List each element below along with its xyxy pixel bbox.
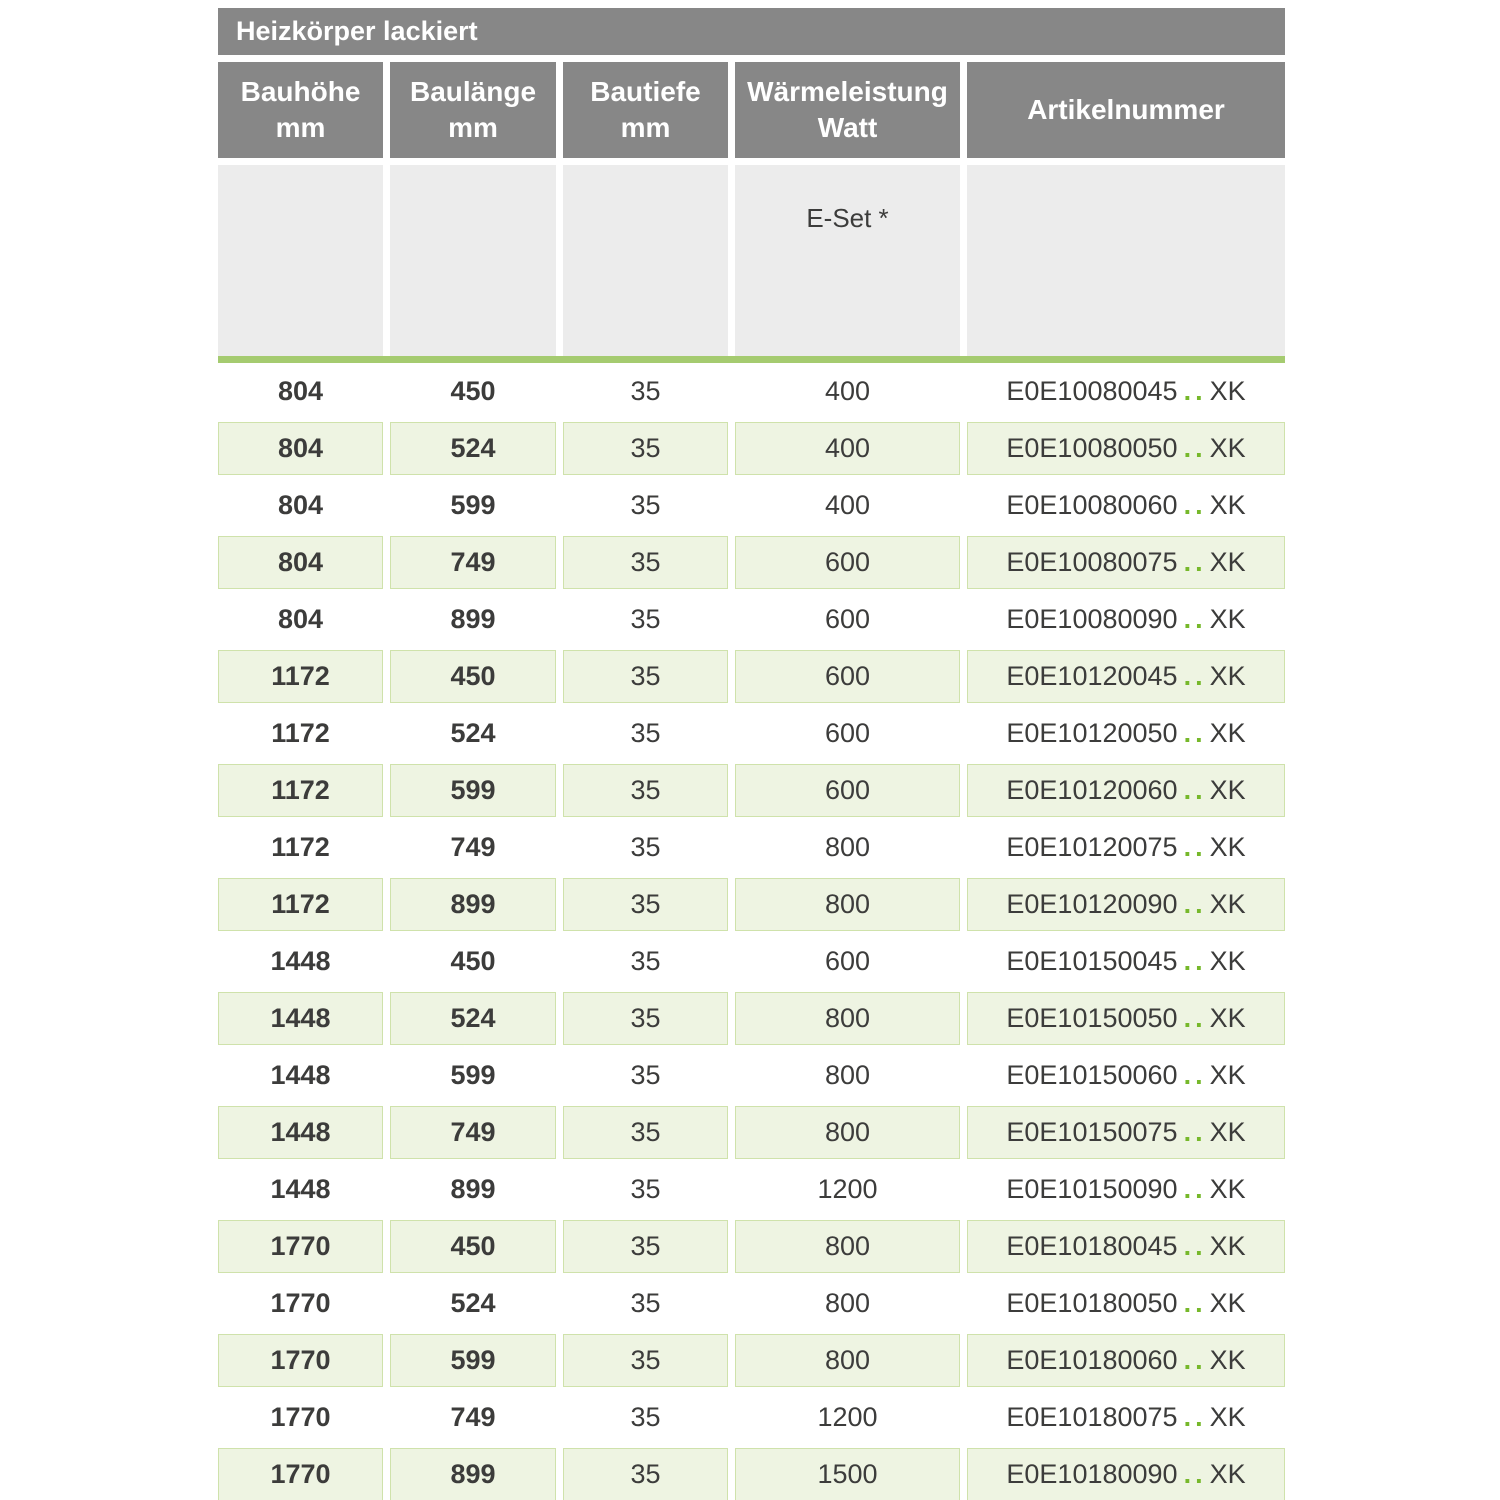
table-row — [218, 1218, 1285, 1275]
artikelnummer-prefix: E0E10120060 — [1006, 775, 1178, 805]
cell-waermeleistung: 800 — [735, 878, 960, 931]
cell-baulaenge: 899 — [390, 1448, 556, 1500]
cell-artikelnummer — [967, 992, 1285, 1045]
cell-bauhoehe: 804 — [218, 422, 383, 475]
cell-waermeleistung: 400 — [735, 422, 960, 475]
cell-artikelnummer — [967, 536, 1285, 589]
artikelnummer-dots: .. — [1183, 433, 1207, 463]
column-header-label: Bauhöhe — [240, 75, 361, 107]
cell-baulaenge: 749 — [450, 1402, 496, 1432]
subheader-cell-bautiefe — [563, 165, 728, 356]
artikelnummer-prefix: E0E10120045 — [1006, 661, 1178, 691]
artikelnummer-dots: .. — [1183, 604, 1207, 634]
subheader-cell-baulaenge — [390, 165, 556, 356]
artikelnummer-dots: .. — [1183, 1231, 1207, 1261]
table-row — [218, 1104, 1285, 1161]
artikelnummer-suffix: XK — [1209, 775, 1246, 805]
cell-waermeleistung: 1200 — [817, 1174, 878, 1204]
artikelnummer-prefix: E0E10150075 — [1006, 1117, 1178, 1147]
table-row — [218, 1332, 1285, 1389]
cell-artikelnummer — [967, 821, 1285, 874]
column-header-unit: mm — [448, 112, 498, 143]
cell-bautiefe: 35 — [563, 878, 728, 931]
column-header-artikelnummer — [967, 62, 1285, 158]
artikelnummer-prefix: E0E10120050 — [1006, 718, 1178, 748]
cell-artikelnummer — [967, 1106, 1285, 1159]
artikelnummer-dots: .. — [1183, 547, 1207, 577]
cell-bauhoehe: 804 — [277, 490, 324, 520]
table-row — [218, 819, 1285, 876]
eset-label: E-Set * — [806, 203, 889, 233]
cell-waermeleistung: 800 — [735, 1106, 960, 1159]
table-row — [218, 705, 1285, 762]
table-row — [218, 363, 1285, 420]
artikelnummer-suffix: XK — [1209, 604, 1246, 634]
artikelnummer-suffix: XK — [1209, 547, 1246, 577]
product-table — [218, 8, 1285, 1500]
cell-bauhoehe: 1770 — [270, 1288, 331, 1318]
cell-bautiefe: 35 — [563, 422, 728, 475]
cell-bautiefe: 35 — [563, 1448, 728, 1500]
artikelnummer-prefix: E0E10150050 — [1006, 1003, 1178, 1033]
artikelnummer-prefix: E0E10120090 — [1006, 889, 1178, 919]
column-header-unit: Watt — [817, 112, 878, 143]
cell-artikelnummer — [967, 707, 1285, 760]
cell-waermeleistung: 600 — [735, 536, 960, 589]
artikelnummer-suffix: XK — [1209, 490, 1246, 520]
cell-waermeleistung: 800 — [735, 1334, 960, 1387]
artikelnummer-dots: .. — [1183, 490, 1207, 520]
column-header-waermeleistung — [735, 62, 960, 158]
table-row — [218, 1161, 1285, 1218]
table-row — [218, 990, 1285, 1047]
cell-baulaenge: 899 — [390, 878, 556, 931]
artikelnummer-suffix: XK — [1209, 1003, 1246, 1033]
artikelnummer-dots: .. — [1183, 946, 1207, 976]
cell-artikelnummer — [967, 1277, 1285, 1330]
cell-bautiefe: 35 — [563, 650, 728, 703]
cell-bautiefe: 35 — [563, 1106, 728, 1159]
artikelnummer-dots: .. — [1183, 1345, 1207, 1375]
cell-waermeleistung: 800 — [735, 992, 960, 1045]
cell-baulaenge: 450 — [450, 376, 496, 406]
cell-bauhoehe: 1770 — [218, 1334, 383, 1387]
cell-bauhoehe: 1172 — [218, 878, 383, 931]
table-row — [218, 477, 1285, 534]
cell-artikelnummer — [967, 1220, 1285, 1273]
cell-bauhoehe: 1448 — [270, 1060, 331, 1090]
table-title-bar — [218, 8, 1285, 55]
artikelnummer-dots: .. — [1183, 1117, 1207, 1147]
cell-baulaenge: 599 — [450, 1060, 496, 1090]
cell-waermeleistung: 800 — [824, 1288, 871, 1318]
artikelnummer-suffix: XK — [1209, 946, 1246, 976]
artikelnummer-suffix: XK — [1209, 832, 1246, 862]
cell-bautiefe: 35 — [563, 992, 728, 1045]
column-header-baulaenge — [390, 62, 556, 158]
cell-bautiefe: 35 — [630, 1060, 661, 1090]
cell-baulaenge: 599 — [450, 490, 496, 520]
column-header-label: Baulänge — [409, 75, 537, 107]
table-row — [218, 648, 1285, 705]
cell-waermeleistung: 600 — [824, 718, 871, 748]
cell-waermeleistung: 600 — [824, 946, 871, 976]
table-row — [218, 1275, 1285, 1332]
subheader-cell-artikelnummer — [967, 165, 1285, 356]
cell-bautiefe: 35 — [563, 1220, 728, 1273]
cell-baulaenge: 599 — [390, 1334, 556, 1387]
artikelnummer-prefix: E0E10180045 — [1006, 1231, 1178, 1261]
artikelnummer-dots: .. — [1183, 1402, 1207, 1432]
artikelnummer-suffix: XK — [1209, 718, 1246, 748]
cell-bauhoehe: 1448 — [270, 1174, 331, 1204]
subheader-cell-bauhoehe — [218, 165, 383, 356]
artikelnummer-suffix: XK — [1209, 1060, 1246, 1090]
cell-artikelnummer — [967, 1049, 1285, 1102]
cell-waermeleistung: 1500 — [735, 1448, 960, 1500]
cell-bautiefe: 35 — [630, 604, 661, 634]
artikelnummer-prefix: E0E10180050 — [1006, 1288, 1178, 1318]
cell-artikelnummer — [967, 593, 1285, 646]
cell-bautiefe: 35 — [630, 946, 661, 976]
artikelnummer-prefix: E0E10180075 — [1006, 1402, 1178, 1432]
cell-bautiefe: 35 — [630, 718, 661, 748]
cell-waermeleistung: 800 — [824, 1060, 871, 1090]
cell-artikelnummer — [967, 365, 1285, 418]
table-row — [218, 762, 1285, 819]
cell-bauhoehe: 1770 — [218, 1448, 383, 1500]
artikelnummer-prefix: E0E10080050 — [1006, 433, 1178, 463]
cell-bautiefe: 35 — [563, 1334, 728, 1387]
cell-artikelnummer — [967, 764, 1285, 817]
cell-waermeleistung: 400 — [824, 490, 871, 520]
artikelnummer-suffix: XK — [1209, 1231, 1246, 1261]
cell-artikelnummer — [967, 1163, 1285, 1216]
cell-bautiefe: 35 — [630, 832, 661, 862]
cell-waermeleistung: 800 — [824, 832, 871, 862]
cell-artikelnummer — [967, 878, 1285, 931]
cell-artikelnummer — [967, 1391, 1285, 1444]
artikelnummer-dots: .. — [1183, 1174, 1207, 1204]
cell-waermeleistung: 600 — [735, 764, 960, 817]
artikelnummer-dots: .. — [1183, 775, 1207, 805]
artikelnummer-dots: .. — [1183, 889, 1207, 919]
artikelnummer-prefix: E0E10150090 — [1006, 1174, 1178, 1204]
cell-artikelnummer — [967, 422, 1285, 475]
table-row — [218, 420, 1285, 477]
cell-bautiefe: 35 — [630, 1174, 661, 1204]
artikelnummer-prefix: E0E10150060 — [1006, 1060, 1178, 1090]
table-row — [218, 1047, 1285, 1104]
cell-bauhoehe: 1172 — [218, 764, 383, 817]
artikelnummer-dots: .. — [1183, 1003, 1207, 1033]
artikelnummer-prefix: E0E10180090 — [1006, 1459, 1178, 1489]
artikelnummer-suffix: XK — [1209, 1117, 1246, 1147]
artikelnummer-prefix: E0E10150045 — [1006, 946, 1178, 976]
artikelnummer-dots: .. — [1183, 718, 1207, 748]
cell-artikelnummer — [967, 935, 1285, 988]
cell-waermeleistung: 800 — [735, 1220, 960, 1273]
cell-baulaenge: 749 — [450, 832, 496, 862]
artikelnummer-suffix: XK — [1209, 1288, 1246, 1318]
cell-bauhoehe: 1172 — [218, 650, 383, 703]
subheader-row — [218, 165, 1285, 356]
column-header-label: Artikelnummer — [1027, 93, 1225, 125]
cell-bautiefe: 35 — [630, 1402, 661, 1432]
cell-waermeleistung: 600 — [824, 604, 871, 634]
cell-baulaenge: 599 — [390, 764, 556, 817]
cell-bautiefe: 35 — [630, 1288, 661, 1318]
cell-bauhoehe: 804 — [218, 536, 383, 589]
cell-baulaenge: 524 — [450, 1288, 496, 1318]
artikelnummer-suffix: XK — [1209, 1174, 1246, 1204]
cell-waermeleistung: 400 — [824, 376, 871, 406]
table-title: Heizkörper lackiert — [236, 16, 478, 46]
cell-bauhoehe: 804 — [277, 376, 324, 406]
cell-bauhoehe: 1770 — [218, 1220, 383, 1273]
cell-bauhoehe: 1172 — [271, 718, 330, 748]
cell-baulaenge: 524 — [390, 422, 556, 475]
cell-baulaenge: 899 — [450, 604, 496, 634]
cell-baulaenge: 524 — [450, 718, 496, 748]
artikelnummer-suffix: XK — [1209, 376, 1246, 406]
divider-line — [218, 356, 1285, 363]
cell-bauhoehe: 1448 — [270, 946, 331, 976]
column-header-bauhoehe — [218, 62, 383, 158]
artikelnummer-prefix: E0E10120075 — [1006, 832, 1178, 862]
table-row — [218, 1389, 1285, 1446]
cell-bautiefe: 35 — [563, 764, 728, 817]
cell-waermeleistung: 1200 — [817, 1402, 878, 1432]
artikelnummer-dots: .. — [1183, 1060, 1207, 1090]
cell-artikelnummer — [967, 650, 1285, 703]
artikelnummer-suffix: XK — [1209, 1345, 1246, 1375]
cell-baulaenge: 749 — [390, 536, 556, 589]
artikelnummer-prefix: E0E10080075 — [1006, 547, 1178, 577]
artikelnummer-prefix: E0E10180060 — [1006, 1345, 1178, 1375]
artikelnummer-suffix: XK — [1209, 661, 1246, 691]
cell-bauhoehe: 804 — [277, 604, 324, 634]
artikelnummer-dots: .. — [1183, 1288, 1207, 1318]
cell-bauhoehe: 1172 — [271, 832, 330, 862]
table-row — [218, 876, 1285, 933]
cell-baulaenge: 450 — [450, 946, 496, 976]
artikelnummer-dots: .. — [1183, 1459, 1207, 1489]
artikelnummer-suffix: XK — [1209, 1402, 1246, 1432]
cell-bauhoehe: 1448 — [218, 992, 383, 1045]
artikelnummer-suffix: XK — [1209, 433, 1246, 463]
cell-bauhoehe: 1770 — [270, 1402, 331, 1432]
cell-waermeleistung: 600 — [735, 650, 960, 703]
artikelnummer-suffix: XK — [1209, 1459, 1246, 1489]
cell-artikelnummer — [967, 1448, 1285, 1500]
cell-baulaenge: 749 — [390, 1106, 556, 1159]
table-body — [218, 363, 1285, 1500]
table-row — [218, 591, 1285, 648]
cell-bautiefe: 35 — [563, 536, 728, 589]
column-header-unit: mm — [620, 112, 671, 143]
cell-bautiefe: 35 — [630, 490, 661, 520]
artikelnummer-prefix: E0E10080045 — [1006, 376, 1178, 406]
artikelnummer-dots: .. — [1183, 376, 1207, 406]
column-header-bautiefe — [563, 62, 728, 158]
header-row — [218, 62, 1285, 158]
table-row — [218, 933, 1285, 990]
artikelnummer-prefix: E0E10080090 — [1006, 604, 1178, 634]
column-header-label: Bautiefe — [590, 75, 701, 107]
cell-baulaenge: 450 — [390, 1220, 556, 1273]
artikelnummer-dots: .. — [1183, 661, 1207, 691]
cell-baulaenge: 524 — [390, 992, 556, 1045]
column-header-label: Wärmeleistung — [747, 75, 948, 107]
table-row — [218, 534, 1285, 591]
cell-baulaenge: 450 — [390, 650, 556, 703]
cell-artikelnummer — [967, 1334, 1285, 1387]
column-header-unit: mm — [275, 112, 326, 143]
cell-bautiefe: 35 — [630, 376, 661, 406]
subheader-cell-eset — [735, 165, 960, 356]
cell-baulaenge: 899 — [450, 1174, 496, 1204]
table-row — [218, 1446, 1285, 1500]
artikelnummer-dots: .. — [1183, 832, 1207, 862]
cell-artikelnummer — [967, 479, 1285, 532]
artikelnummer-suffix: XK — [1209, 889, 1246, 919]
cell-bauhoehe: 1448 — [218, 1106, 383, 1159]
artikelnummer-prefix: E0E10080060 — [1006, 490, 1178, 520]
